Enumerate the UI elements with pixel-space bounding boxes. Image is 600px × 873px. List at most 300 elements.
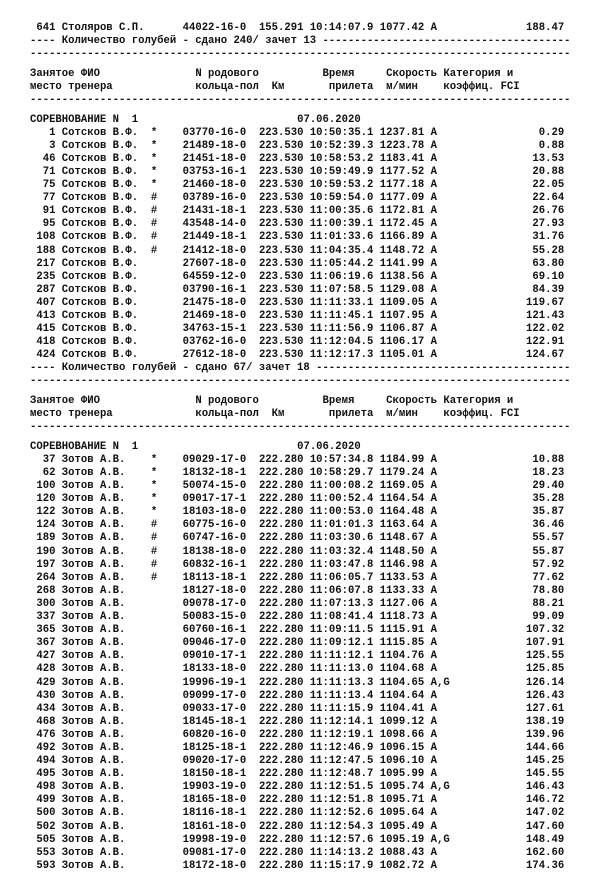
cell-time: 11:12:17.3 [309, 349, 374, 362]
cell-name: Сотсков В.Ф. [61, 283, 139, 296]
cell-name: Зотов А.В. [61, 728, 126, 741]
cell-mark: * [150, 126, 158, 139]
cell-mark: * [150, 165, 158, 178]
cell-km: 222.280 [258, 453, 304, 466]
cell-coef: 10.88 [532, 453, 565, 466]
cell-speed: 1148.72 [379, 244, 425, 257]
cell-km: 222.280 [258, 650, 304, 663]
cell-ring: 09010-17-1 [182, 650, 247, 663]
cell-place: 434 [36, 702, 56, 715]
cell-time: 11:06:05.7 [309, 571, 374, 584]
cell-coef: 147.02 [526, 807, 565, 820]
cell-name: Зотов А.В. [61, 506, 126, 519]
cell-time: 10:58:29.7 [309, 467, 374, 479]
separator-line: ------------------------------------------------------------------------------------- [30, 48, 571, 61]
cell-ring: 09046-17-0 [182, 637, 247, 650]
cell-km: 222.280 [258, 768, 304, 781]
competition-date: 07.06.2020 [297, 440, 361, 453]
cell-km: 223.530 [258, 126, 304, 139]
cell-cat: A [430, 493, 437, 506]
column-header: кольца-пол [195, 408, 259, 421]
cell-coef: 22.64 [532, 192, 565, 205]
column-header: прилета [328, 80, 374, 93]
cell-ring: 18172-18-0 [182, 859, 247, 872]
result-row [30, 703, 575, 716]
cell-mark: * [150, 152, 158, 165]
cell-ring: 27607-18-0 [182, 257, 247, 270]
cell-mark: # [150, 218, 158, 231]
cell-km: 223.530 [258, 139, 304, 152]
cell-km: 222.280 [258, 689, 304, 702]
cell-coef: 99.09 [532, 611, 565, 624]
cell-cat: A [430, 139, 437, 152]
cell-speed: 1104.68 [379, 663, 425, 676]
cell-ring: 18150-18-1 [182, 768, 247, 781]
cell-name: Сотсков В.Ф. [61, 270, 139, 283]
cell-time: 11:12:19.1 [309, 728, 374, 741]
cell-ring: 19998-19-0 [182, 833, 247, 846]
cell-place: 62 [42, 467, 56, 479]
result-row [30, 519, 575, 532]
cell-time: 11:12:57.6 [309, 833, 374, 846]
result-row [30, 677, 575, 690]
cell-place: 300 [36, 597, 56, 610]
cell-name: Зотов А.В. [61, 820, 126, 833]
summary-line [30, 362, 575, 375]
cell-km: 222.280 [258, 820, 304, 833]
cell-ring: 18113-18-1 [182, 571, 247, 584]
cell-mark: * [150, 179, 158, 192]
cell-cat: A [430, 741, 437, 754]
cell-time: 10:14:07.9 [309, 22, 374, 34]
column-header: Время [322, 67, 355, 80]
result-row [30, 768, 575, 781]
column-header-row [30, 395, 575, 408]
cell-km: 222.280 [258, 571, 304, 584]
cell-km: 222.280 [258, 676, 304, 689]
cell-speed: 1148.67 [379, 532, 425, 545]
cell-km: 222.280 [258, 467, 304, 479]
cell-ring: 21469-18-0 [182, 309, 247, 322]
cell-coef: 146.72 [526, 794, 565, 807]
cell-ring: 43548-14-0 [182, 218, 247, 231]
column-header: м/мин [386, 80, 418, 93]
cell-speed: 1172.81 [379, 205, 425, 218]
cell-cat: A [430, 152, 437, 165]
cell-speed: 1133.33 [379, 584, 425, 597]
cell-place: 430 [36, 689, 56, 702]
cell-name: Сотсков В.Ф. [61, 296, 139, 309]
result-row [30, 690, 575, 703]
cell-mark: * [150, 480, 158, 493]
summary-text: Количество голубей - сдано 240/ зачет 13 [61, 35, 317, 48]
cell-km: 223.530 [258, 205, 304, 218]
cell-ring: 09081-17-0 [182, 846, 247, 859]
cell-name: Зотов А.В. [61, 781, 126, 794]
cell-place: 494 [36, 755, 56, 768]
cell-name: Сотсков В.Ф. [61, 349, 139, 362]
cell-coef: 145.25 [526, 755, 565, 768]
result-row [30, 166, 575, 179]
cell-speed: 1115.85 [379, 637, 425, 650]
cell-coef: 125.85 [526, 663, 565, 676]
cell-speed: 1184.99 [379, 453, 425, 466]
result-row [30, 755, 575, 768]
column-header-row [30, 408, 575, 421]
summary-dashes: ---------------------------------------- [309, 362, 571, 375]
cell-place: 235 [36, 270, 56, 283]
cell-place: 124 [36, 519, 56, 532]
cell-ring: 27612-18-0 [182, 349, 247, 362]
cell-ring: 60820-16-0 [182, 728, 247, 741]
cell-time: 10:59:54.0 [309, 192, 374, 205]
result-row [30, 231, 575, 244]
cell-coef: 55.87 [532, 545, 565, 558]
summary-dashes: ---- [30, 362, 62, 375]
result-row [30, 310, 575, 323]
cell-time: 11:11:13.4 [309, 689, 374, 702]
cell-name: Сотсков В.Ф. [61, 179, 139, 192]
cell-cat: A [430, 309, 437, 322]
cell-cat: A [430, 218, 437, 231]
cell-ring: 21475-18-0 [182, 296, 247, 309]
result-row [30, 794, 575, 807]
cell-km: 155.291 [258, 22, 304, 34]
cell-time: 11:12:14.1 [309, 715, 374, 728]
cell-time: 11:00:39.1 [309, 218, 374, 231]
result-row [30, 205, 575, 218]
cell-ring: 09017-17-1 [182, 493, 247, 506]
cell-time: 11:00:08.2 [309, 480, 374, 493]
cell-time: 11:07:13.3 [309, 597, 374, 610]
result-row [30, 454, 575, 467]
cell-place: 264 [36, 571, 56, 584]
cell-coef: 26.76 [532, 205, 565, 218]
column-header: кольца-пол [195, 80, 259, 93]
cell-place: 95 [42, 218, 56, 231]
cell-place: 91 [42, 205, 56, 218]
cell-ring: 18132-18-1 [182, 467, 247, 479]
cell-name: Столяров С.П. [61, 22, 145, 34]
cell-km: 222.280 [258, 611, 304, 624]
cell-name: Зотов А.В. [61, 650, 126, 663]
cell-name: Сотсков В.Ф. [61, 257, 139, 270]
cell-name: Зотов А.В. [61, 741, 126, 754]
cell-time: 11:04:35.4 [309, 244, 374, 257]
cell-name: Зотов А.В. [61, 493, 126, 506]
cell-time: 11:01:33.6 [309, 231, 374, 244]
result-row [30, 271, 575, 284]
summary-text: Количество голубей - сдано 67/ зачет 18 [61, 362, 310, 375]
cell-coef: 125.55 [526, 650, 565, 663]
cell-km: 222.280 [258, 624, 304, 637]
cell-cat: A [430, 545, 437, 558]
column-header-row [30, 81, 575, 94]
cell-speed: 1106.17 [379, 336, 425, 349]
cell-speed: 1106.87 [379, 323, 425, 336]
cell-coef: 162.60 [526, 846, 565, 859]
cell-coef: 27.93 [532, 218, 565, 231]
cell-km: 222.280 [258, 781, 304, 794]
cell-mark: # [150, 571, 158, 584]
cell-speed: 1138.56 [379, 270, 425, 283]
cell-mark: # [150, 192, 158, 205]
cell-speed: 1177.18 [379, 179, 425, 192]
competition-label: СОРЕВНОВАНИЕ N [30, 113, 120, 126]
cell-time: 11:12:48.7 [309, 768, 374, 781]
cell-cat: A [430, 558, 437, 571]
cell-place: 197 [36, 558, 56, 571]
cell-speed: 1096.10 [379, 755, 425, 768]
cell-km: 222.280 [258, 846, 304, 859]
result-row [30, 192, 575, 205]
cell-place: 75 [42, 179, 56, 192]
cell-cat: A [430, 165, 437, 178]
column-header: тренера [68, 80, 113, 93]
cell-ring: 03790-16-1 [182, 283, 247, 296]
result-row [30, 847, 575, 860]
cell-cat: A [430, 467, 437, 479]
cell-cat: A [430, 270, 437, 283]
cell-speed: 1095.99 [379, 768, 425, 781]
column-header: N родового [195, 395, 259, 408]
cell-time: 11:07:58.5 [309, 283, 374, 296]
cell-ring: 09078-17-0 [182, 597, 247, 610]
column-header: Категория и [443, 67, 514, 80]
cell-name: Зотов А.В. [61, 571, 126, 584]
cell-cat: A [430, 663, 437, 676]
cell-ring: 18103-18-0 [182, 506, 247, 519]
cell-place: 424 [36, 349, 56, 362]
cell-coef: 139.96 [526, 728, 565, 741]
cell-ring: 18145-18-1 [182, 715, 247, 728]
cell-cat: A [430, 702, 437, 715]
cell-time: 11:08:41.4 [309, 611, 374, 624]
competition-date: 07.06.2020 [297, 113, 361, 126]
cell-time: 10:59:53.2 [309, 179, 374, 192]
cell-place: 71 [42, 165, 56, 178]
cell-time: 11:09:11.5 [309, 624, 374, 637]
cell-mark: # [150, 519, 158, 532]
cell-time: 11:03:47.8 [309, 558, 374, 571]
cell-cat: A [430, 192, 437, 205]
cell-speed: 1129.08 [379, 283, 425, 296]
cell-coef: 29.40 [532, 480, 565, 493]
cell-time: 10:50:35.1 [309, 126, 374, 139]
cell-place: 415 [36, 323, 56, 336]
cell-ring: 09029-17-0 [182, 453, 247, 466]
result-row [30, 218, 575, 231]
cell-place: 500 [36, 807, 56, 820]
separator-line: ------------------------------------------------------------------------------------- [30, 421, 571, 434]
cell-mark: * [150, 453, 158, 466]
result-row [30, 663, 575, 676]
cell-place: 367 [36, 637, 56, 650]
result-row [30, 624, 575, 637]
cell-name: Зотов А.В. [61, 768, 126, 781]
cell-coef: 55.28 [532, 244, 565, 257]
cell-cat: A,G [430, 676, 450, 689]
column-header: Категория и [443, 395, 514, 408]
cell-time: 11:12:51.5 [309, 781, 374, 794]
cell-speed: 1146.98 [379, 558, 425, 571]
cell-name: Зотов А.В. [61, 558, 126, 571]
cell-speed: 1172.45 [379, 218, 425, 231]
cell-name: Сотсков В.Ф. [61, 218, 139, 231]
cell-name: Сотсков В.Ф. [61, 165, 139, 178]
cell-place: 476 [36, 728, 56, 741]
cell-coef: 148.49 [526, 833, 565, 846]
cell-speed: 1077.42 [379, 22, 425, 34]
cell-time: 11:11:56.9 [309, 323, 374, 336]
cell-name: Зотов А.В. [61, 715, 126, 728]
column-header: Км [271, 408, 285, 421]
cell-name: Зотов А.В. [61, 597, 126, 610]
cell-ring: 18116-18-1 [182, 807, 247, 820]
cell-coef: 124.67 [526, 349, 565, 362]
cell-cat: A [430, 611, 437, 624]
cell-name: Зотов А.В. [61, 532, 126, 545]
cell-time: 11:03:30.6 [309, 532, 374, 545]
cell-coef: 138.19 [526, 715, 565, 728]
cell-ring: 21431-18-1 [182, 205, 247, 218]
cell-time: 11:05:44.2 [309, 257, 374, 270]
cell-km: 222.280 [258, 584, 304, 597]
cell-place: 505 [36, 833, 56, 846]
cell-speed: 1223.78 [379, 139, 425, 152]
cell-speed: 1166.89 [379, 231, 425, 244]
cell-speed: 1141.99 [379, 257, 425, 270]
column-header: Скорость [386, 67, 437, 80]
column-header: ФИО [80, 395, 100, 408]
cell-speed: 1099.12 [379, 715, 425, 728]
cell-name: Зотов А.В. [61, 663, 126, 676]
cell-mark: # [150, 545, 158, 558]
cell-ring: 60747-16-0 [182, 532, 247, 545]
cell-cat: A [430, 584, 437, 597]
cell-place: 495 [36, 768, 56, 781]
cell-cat: A,G [430, 833, 450, 846]
cell-coef: 20.88 [532, 165, 565, 178]
cell-km: 223.530 [258, 296, 304, 309]
column-header: место [30, 408, 62, 421]
cell-speed: 1088.43 [379, 846, 425, 859]
cell-mark: # [150, 231, 158, 244]
cell-cat: A [430, 755, 437, 768]
cell-coef: 147.60 [526, 820, 565, 833]
cell-coef: 0.29 [538, 126, 565, 139]
result-row [30, 506, 575, 519]
cell-coef: 146.43 [526, 781, 565, 794]
cell-place: 190 [36, 545, 56, 558]
cell-name: Зотов А.В. [61, 755, 126, 768]
cell-mark: # [150, 558, 158, 571]
cell-place: 37 [42, 453, 56, 466]
cell-name: Зотов А.В. [61, 794, 126, 807]
cell-km: 222.280 [258, 755, 304, 768]
cell-time: 11:12:04.5 [309, 336, 374, 349]
cell-coef: 13.53 [532, 152, 565, 165]
cell-cat: A [430, 126, 437, 139]
cell-coef: 174.36 [526, 859, 565, 872]
results-document [30, 22, 575, 873]
cell-km: 222.280 [258, 859, 304, 872]
cell-speed: 1169.05 [379, 480, 425, 493]
cell-time: 11:01:01.3 [309, 519, 374, 532]
cell-km: 222.280 [258, 833, 304, 846]
cell-coef: 78.80 [532, 584, 565, 597]
cell-ring: 19996-19-1 [182, 676, 247, 689]
column-header: Км [271, 80, 285, 93]
cell-place: 188 [36, 244, 56, 257]
cell-name: Зотов А.В. [61, 453, 126, 466]
cell-km: 222.280 [258, 715, 304, 728]
cell-name: Сотсков В.Ф. [61, 192, 139, 205]
cell-speed: 1183.41 [379, 152, 425, 165]
cell-km: 222.280 [258, 741, 304, 754]
cell-cat: A [430, 859, 437, 872]
cell-ring: 18127-18-0 [182, 584, 247, 597]
cell-coef: 18.23 [532, 467, 565, 479]
column-header: N родового [195, 67, 259, 80]
cell-cat: A [430, 323, 437, 336]
cell-km: 223.530 [258, 270, 304, 283]
cell-speed: 1096.15 [379, 741, 425, 754]
cell-time: 11:12:46.9 [309, 741, 374, 754]
cell-mark: * [150, 139, 158, 152]
cell-place: 287 [36, 283, 56, 296]
result-row [30, 834, 575, 847]
cell-cat: A [430, 794, 437, 807]
cell-time: 11:06:07.8 [309, 584, 374, 597]
cell-km: 222.280 [258, 480, 304, 493]
cell-speed: 1179.24 [379, 467, 425, 479]
cell-name: Зотов А.В. [61, 859, 126, 872]
result-row [30, 179, 575, 192]
cell-place: 492 [36, 741, 56, 754]
cell-place: 46 [42, 152, 56, 165]
cell-speed: 1164.48 [379, 506, 425, 519]
result-row [30, 742, 575, 755]
cell-coef: 31.76 [532, 231, 565, 244]
cell-name: Зотов А.В. [61, 637, 126, 650]
cell-time: 11:11:45.1 [309, 309, 374, 322]
cell-place: 108 [36, 231, 56, 244]
cell-coef: 63.80 [532, 257, 565, 270]
cell-ring: 21489-18-0 [182, 139, 247, 152]
cell-km: 222.280 [258, 728, 304, 741]
cell-place: 413 [36, 309, 56, 322]
summary-dashes: --------------------------------------- [316, 35, 571, 48]
cell-km: 223.530 [258, 323, 304, 336]
cell-speed: 1098.66 [379, 728, 425, 741]
cell-cat: A [430, 689, 437, 702]
cell-coef: 126.43 [526, 689, 565, 702]
cell-coef: 188.47 [526, 22, 565, 34]
result-row [30, 297, 575, 310]
cell-time: 11:00:53.0 [309, 506, 374, 519]
result-row [30, 860, 575, 873]
cell-mark: * [150, 493, 158, 506]
cell-speed: 1127.06 [379, 597, 425, 610]
cell-name: Сотсков В.Ф. [61, 309, 139, 322]
cell-km: 223.530 [258, 231, 304, 244]
cell-cat: A [430, 179, 437, 192]
cell-cat: A [430, 820, 437, 833]
cell-speed: 1107.95 [379, 309, 425, 322]
cell-place: 427 [36, 650, 56, 663]
cell-name: Зотов А.В. [61, 519, 126, 532]
